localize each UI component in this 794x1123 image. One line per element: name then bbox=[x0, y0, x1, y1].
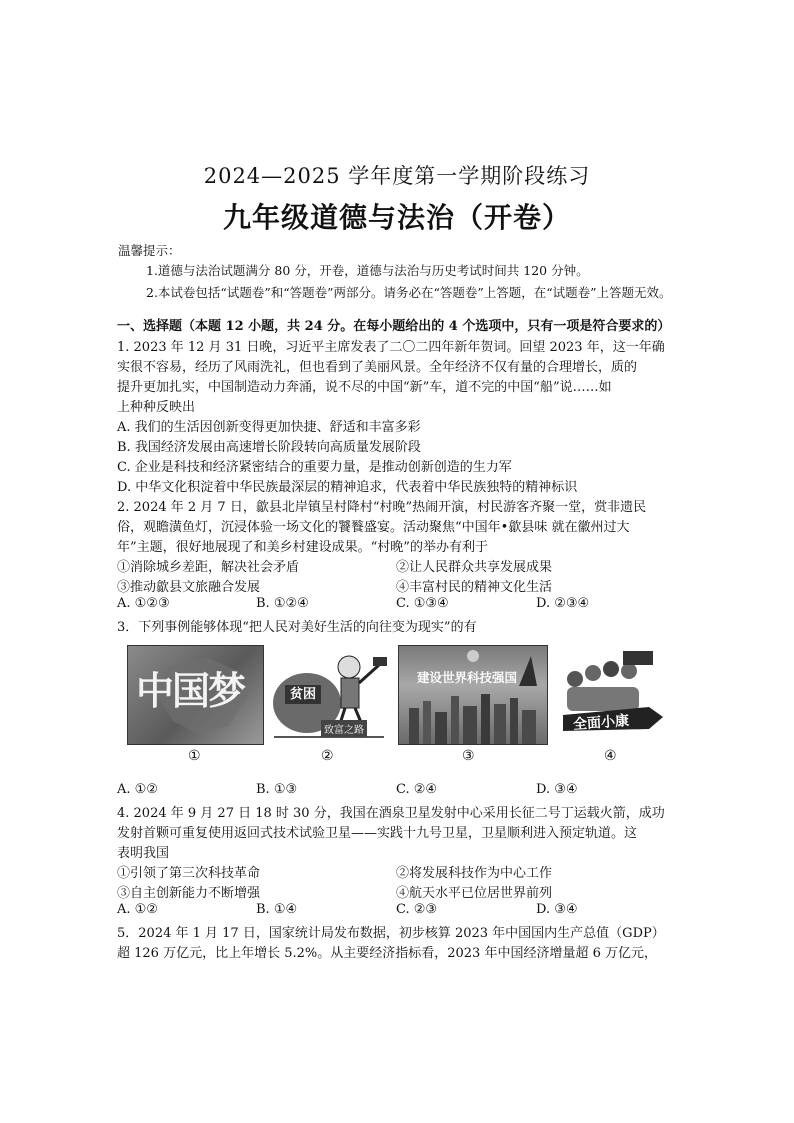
china-dream-text: 中国梦 bbox=[136, 668, 245, 713]
q4-item: ①引领了第三次科技革命 bbox=[117, 866, 261, 881]
q2-answer-a: A. ①②③ bbox=[117, 596, 170, 611]
q4-item: ②将发展科技作为中心工作 bbox=[396, 866, 553, 881]
picture-caption: ② bbox=[321, 748, 334, 764]
q2-stem: 俗，观瞻潢鱼灯，沉浸体验一场文化的饕餮盛宴。活动聚焦“中国年•歙县味 就在徽州过大 bbox=[117, 520, 630, 535]
q1-stem: 1. 2023 年 12 月 31 日晚，习近平主席发表了二〇二四年新年贺词。回望 2023 年，这一年确 bbox=[117, 340, 665, 355]
q2-item: ③推动歙县文旅融合发展 bbox=[117, 580, 261, 595]
q4-item: ③自主创新能力不断增强 bbox=[117, 886, 261, 901]
q1-stem: 实很不容易，经历了风雨洗礼，但也看到了美丽风景。全年经济不仅有量的合理增长，质的 bbox=[117, 360, 638, 375]
q4-answer-d: D. ③④ bbox=[536, 902, 578, 917]
q2-stem: 年”主题，很好地展现了和美乡村建设成果。“村晚”的举办有利于 bbox=[117, 540, 488, 555]
q3-answer-b: B. ①③ bbox=[256, 782, 298, 797]
q1-option-c: C. 企业是科技和经济紧密结合的重要力量，是推动创新创造的生力军 bbox=[117, 460, 512, 475]
q4-stem: 表明我国 bbox=[117, 846, 170, 861]
q5-stem: 5．2024 年 1 月 17 日，国家统计局发布数据，初步核算 2023 年中国国内生产总值（GDP） bbox=[117, 926, 665, 941]
q2-item: ②让人民群众共享发展成果 bbox=[396, 560, 553, 575]
poverty-cartoon-picture bbox=[269, 645, 389, 743]
moderate-prosperity-picture bbox=[553, 645, 671, 743]
exam-title: 2024—2025 学年度第一学期阶段练习 bbox=[203, 164, 591, 188]
q1-stem: 上种种反映出 bbox=[117, 400, 196, 415]
q2-item: ④丰富村民的精神文化生活 bbox=[396, 580, 553, 595]
picture-caption: ③ bbox=[462, 748, 475, 764]
city-skyline bbox=[399, 646, 547, 744]
q1-option-d: D. 中华文化积淀着中华民族最深层的精神追求，代表着中华民族独特的精神标识 bbox=[117, 480, 578, 495]
q5-stem: 超 126 万亿元，比上年增长 5.2%。从主要经济指标看，2023 年中国经济增量超 6 万亿元， bbox=[117, 946, 657, 961]
road-to-wealth-label: 致富之路 bbox=[321, 720, 367, 737]
q1-stem: 提升更加扎实，中国制造动力奔涌，说不尽的中国“新”车，道不完的中国“船”说……如 bbox=[117, 380, 612, 395]
exam-subtitle: 九年级道德与法治（开卷） bbox=[222, 201, 571, 234]
q3-answer-a: A. ①② bbox=[117, 782, 158, 797]
china-dream-picture bbox=[127, 645, 264, 745]
section-heading: 一、选择题（本题 12 小题，共 24 分。在每小题给出的 4 个选项中，只有一项是符合要求的） bbox=[117, 319, 671, 334]
q4-answer-b: B. ①④ bbox=[256, 902, 298, 917]
q4-stem: 发射首颗可重复使用返回式技术试验卫星——实践十九号卫星，卫星顺利进入预定轨道。这 bbox=[117, 826, 638, 841]
q3-answer-d: D. ③④ bbox=[536, 782, 578, 797]
q2-answer-d: D. ②③④ bbox=[536, 596, 590, 611]
q3-stem: 3．下列事例能够体现“把人民对美好生活的向往变为现实”的有 bbox=[117, 620, 477, 635]
q4-stem: 4. 2024 年 9 月 27 日 18 时 30 分，我国在酒泉卫星发射中心采用长征二号丁运载火箭，成功 bbox=[117, 806, 665, 821]
poverty-label: 贫困 bbox=[285, 685, 321, 704]
q1-option-b: B. 我国经济发展由高速增长阶段转向高质量发展阶段 bbox=[117, 440, 421, 455]
tip-item: 1.道德与法治试题满分 80 分，开卷，道德与法治与历史考试时间共 120 分钟。 bbox=[146, 263, 589, 278]
q4-item: ④航天水平已位居世界前列 bbox=[396, 886, 553, 901]
picture-caption: ① bbox=[188, 748, 201, 764]
tips-label: 温馨提示： bbox=[118, 243, 181, 258]
tech-power-text: 建设世界科技强国 bbox=[417, 670, 518, 685]
tech-power-picture bbox=[398, 645, 548, 745]
q4-answer-c: C. ②③ bbox=[396, 902, 438, 917]
moderate-prosperity-text: 全面小康 bbox=[572, 713, 630, 733]
q2-item: ①消除城乡差距，解决社会矛盾 bbox=[117, 560, 300, 575]
q1-option-a: A. 我们的生活因创新变得更加快捷、舒适和丰富多彩 bbox=[117, 420, 421, 435]
q2-answer-c: C. ①③④ bbox=[396, 596, 449, 611]
q4-answer-a: A. ①② bbox=[117, 902, 158, 917]
tip-item: 2.本试卷包括“试题卷”和“答题卷”两部分。请务必在“答题卷”上答题，在“试题卷”上答题无效。 bbox=[146, 285, 672, 300]
picture-caption: ④ bbox=[604, 748, 617, 764]
q2-answer-b: B. ①②④ bbox=[256, 596, 309, 611]
q2-stem: 2. 2024 年 2 月 7 日，歙县北岸镇呈村降村“村晚”热闹开演，村民游客齐聚一堂，赏非遗民 bbox=[117, 500, 647, 515]
q3-answer-c: C. ②④ bbox=[396, 782, 438, 797]
